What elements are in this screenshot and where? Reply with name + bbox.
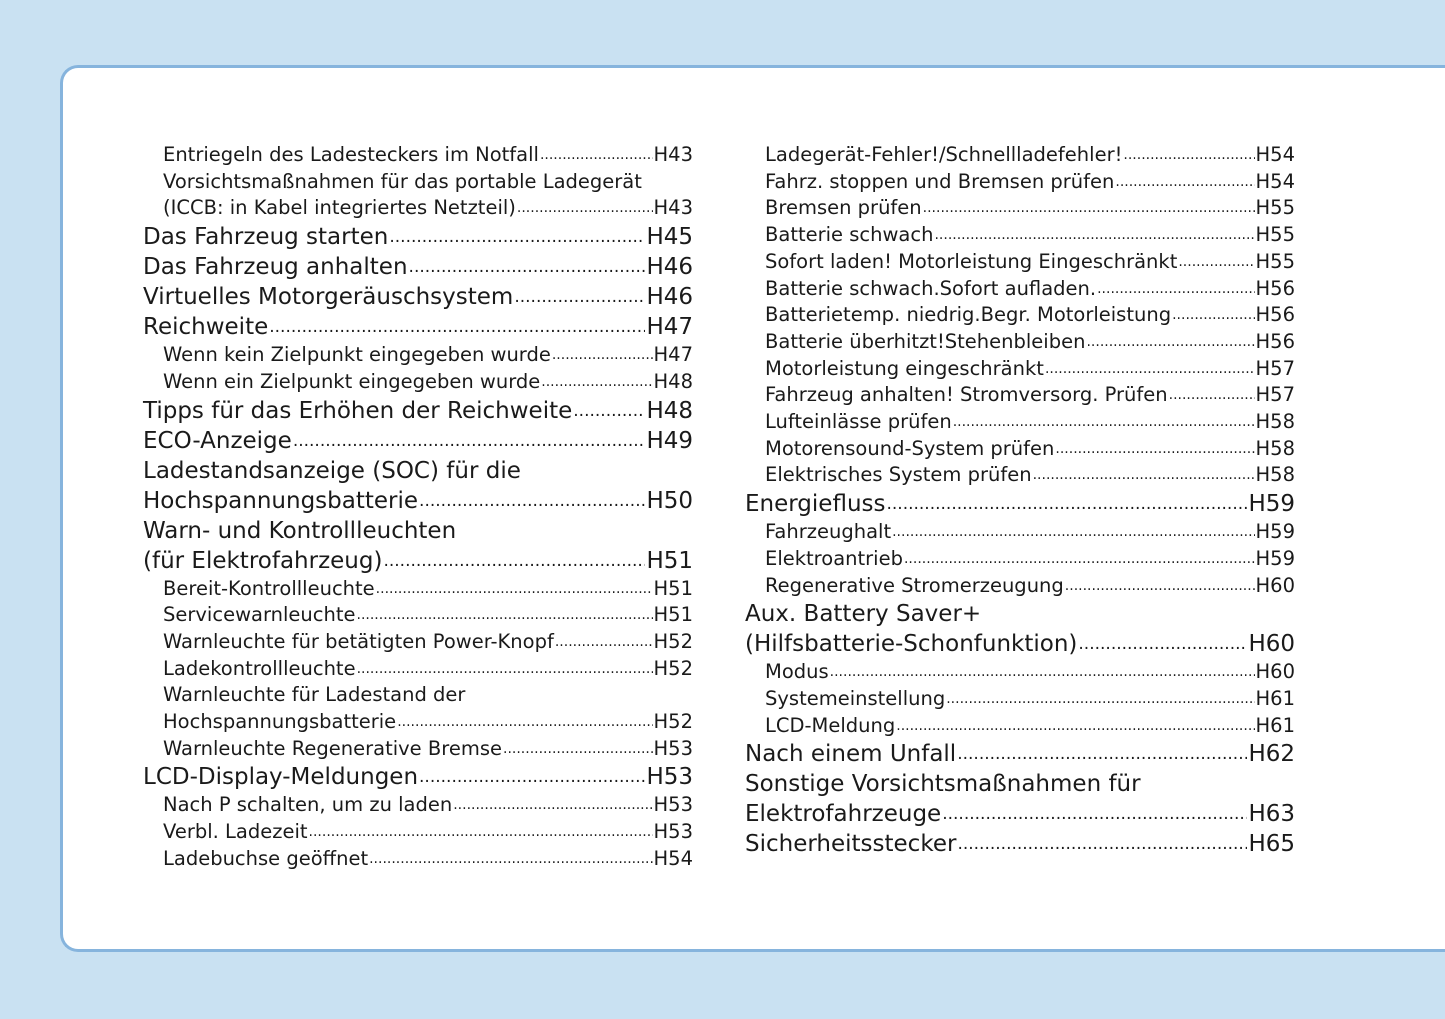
toc-entry-sub[interactable]: [143, 576, 693, 603]
toc-entry-sub[interactable]: [143, 819, 693, 846]
toc-page-number: H43: [653, 143, 693, 166]
dot-leader: [514, 282, 645, 312]
toc-page-number: H58: [1255, 436, 1295, 460]
toc-entry-sub[interactable]: [143, 792, 693, 819]
toc-entry-label: Virtuelles Motorgeräuschsystem: [143, 284, 514, 311]
toc-entry-main[interactable]: [143, 762, 693, 792]
toc-entry-label: Hochspannungsbatterie: [143, 487, 419, 514]
toc-left-column: [143, 142, 693, 873]
toc-entry-sub[interactable]: [745, 222, 1295, 249]
toc-entry-label: Servicewarnleuchte: [163, 603, 356, 627]
toc-entry-label: Bremsen prüfen: [765, 196, 922, 220]
toc-entry-sub[interactable]: [745, 686, 1295, 713]
toc-entry-label: Warnleuchte für Ladestand der: [163, 683, 466, 707]
toc-entry-label: Hochspannungsbatterie: [163, 710, 397, 734]
toc-entry-sub[interactable]: [143, 142, 693, 169]
dot-leader: [957, 829, 1247, 859]
toc-entry-sub[interactable]: [745, 329, 1295, 356]
toc-entry-sub[interactable]: [143, 369, 693, 396]
dot-leader: [419, 486, 645, 516]
toc-page-number: H54: [1255, 143, 1295, 166]
dot-leader: [830, 659, 1255, 686]
toc-entry-label: Lufteinlässe prüfen: [765, 410, 952, 434]
toc-entry-label: Regenerative Stromerzeugung: [765, 573, 1064, 597]
toc-page-number: H46: [646, 284, 693, 311]
dot-leader: [953, 409, 1255, 436]
dot-leader: [1045, 356, 1255, 383]
toc-page-number: H53: [646, 764, 693, 791]
dot-leader: [503, 736, 653, 763]
toc-page-number: H48: [646, 397, 693, 424]
toc-page-number: H65: [1248, 831, 1295, 858]
toc-page-number: H47: [646, 314, 693, 341]
toc-page-number: H62: [1248, 741, 1295, 768]
toc-page-number: H56: [1255, 276, 1295, 300]
dot-leader: [1178, 249, 1254, 276]
toc-page-number: H43: [653, 196, 693, 220]
dot-leader: [942, 799, 1247, 829]
toc-entry-sub[interactable]: [745, 276, 1295, 303]
dot-leader: [892, 519, 1254, 546]
dot-leader: [1055, 436, 1254, 463]
toc-page-number: H51: [653, 603, 693, 627]
toc-entry-label: Motorleistung eingeschränkt: [765, 356, 1044, 380]
dot-leader: [904, 546, 1255, 573]
dot-leader: [573, 396, 645, 426]
toc-entry-label: Ladekontrollleuchte: [163, 656, 356, 680]
toc-page-number: H55: [1255, 196, 1295, 220]
toc-entry-label: Vorsichtsmaßnahmen für das portable Ladegerät: [163, 169, 642, 193]
toc-entry-main[interactable]: [143, 516, 693, 576]
dot-leader: [896, 713, 1254, 740]
toc-entry-sub[interactable]: [745, 409, 1295, 436]
toc-entry-label: Warnleuchte für betätigten Power-Knopf: [163, 629, 554, 653]
toc-entry-sub[interactable]: [745, 659, 1295, 686]
dot-leader: [1172, 302, 1254, 329]
toc-page-number: H55: [1255, 223, 1295, 247]
toc-entry-sub[interactable]: [745, 169, 1295, 196]
toc-entry-label: ECO-Anzeige: [143, 427, 292, 454]
toc-page-number: H53: [653, 793, 693, 817]
dot-leader: [419, 762, 645, 792]
toc-entry-sub[interactable]: [143, 169, 693, 222]
dot-leader: [1097, 276, 1254, 303]
toc-entry-label: Sicherheitsstecker: [745, 831, 957, 858]
toc-page-number: H59: [1255, 520, 1295, 544]
toc-page-number: H52: [653, 656, 693, 680]
dot-leader: [957, 739, 1247, 769]
toc-entry-main[interactable]: [143, 456, 693, 516]
toc-entry-label: Aux. Battery Saver+: [745, 601, 982, 628]
dot-leader: [357, 656, 653, 683]
toc-entry-label: (ICCB: in Kabel integriertes Netzteil): [163, 196, 516, 220]
toc-entry-label: Entriegeln des Ladesteckers im Notfall: [163, 143, 539, 166]
toc-entry-sub[interactable]: [745, 436, 1295, 463]
toc-entry-label: Wenn kein Zielpunkt eingegeben wurde: [163, 343, 551, 367]
toc-entry-main[interactable]: [745, 489, 1295, 519]
toc-page-number: H59: [1248, 491, 1295, 518]
toc-entry-main[interactable]: [143, 396, 693, 426]
toc-page-number: H52: [653, 629, 693, 653]
dot-leader: [886, 489, 1247, 519]
dot-leader: [397, 709, 652, 736]
toc-entry-label: Fahrz. stoppen und Bremsen prüfen: [765, 169, 1115, 193]
dot-leader: [555, 629, 653, 656]
toc-page-number: H50: [646, 487, 693, 514]
toc-page-number: H53: [653, 736, 693, 760]
toc-entry-label: Sofort laden! Motorleistung Eingeschränkt: [765, 249, 1178, 273]
dot-leader: [409, 252, 646, 282]
toc-entry-label: Nach einem Unfall: [745, 741, 957, 768]
toc-entry-main[interactable]: [745, 739, 1295, 769]
toc-page-number: H54: [1255, 169, 1295, 193]
toc-entry-sub[interactable]: [143, 736, 693, 763]
toc-entry-label: Tipps für das Erhöhen der Reichweite: [143, 397, 573, 424]
toc-entry-label: Sonstige Vorsichtsmaßnahmen für: [745, 771, 1141, 798]
toc-entry-label: Elektroantrieb: [765, 546, 903, 570]
toc-entry-main[interactable]: [143, 282, 693, 312]
toc-page-number: H60: [1248, 631, 1295, 658]
toc-entry-sub[interactable]: [143, 682, 693, 735]
toc-entry-label: Systemeinstellung: [765, 686, 946, 710]
toc-entry-label: Batterietemp. niedrig.Begr. Motorleistung: [765, 303, 1172, 327]
dot-leader: [1033, 462, 1255, 489]
toc-entry-sub[interactable]: [745, 142, 1295, 169]
toc-entry-label: LCD-Meldung: [765, 713, 896, 737]
toc-entry-label: LCD-Display-Meldungen: [143, 764, 419, 791]
toc-entry-main[interactable]: [143, 426, 693, 456]
toc-entry-main[interactable]: [143, 222, 693, 252]
toc-entry-sub[interactable]: [745, 462, 1295, 489]
toc-page-number: H51: [653, 576, 693, 600]
toc-page-number: H52: [653, 710, 693, 734]
toc-entry-sub[interactable]: [143, 846, 693, 873]
toc-entry-main[interactable]: [745, 769, 1295, 829]
toc-entry-label: Nach P schalten, um zu laden: [163, 793, 453, 817]
toc-page-number: H61: [1255, 686, 1295, 710]
dot-leader: [1086, 329, 1254, 356]
dot-leader: [376, 576, 653, 603]
dot-leader: [923, 195, 1255, 222]
toc-entry-label: Ladebuchse geöffnet: [163, 846, 369, 870]
toc-page-number: H56: [1255, 303, 1295, 327]
toc-entry-label: Ladegerät-Fehler!/Schnellladefehler!: [765, 143, 1123, 166]
toc-entry-label: Batterie überhitzt!Stehenbleiben: [765, 329, 1086, 353]
dot-leader: [357, 602, 653, 629]
toc-entry-main[interactable]: [143, 312, 693, 342]
toc-page-number: H59: [1255, 546, 1295, 570]
toc-right-column: [745, 142, 1295, 859]
toc-page-number: H49: [646, 427, 693, 454]
toc-entry-label: Batterie schwach: [765, 223, 934, 247]
toc-page-number: H54: [653, 846, 693, 870]
toc-page-number: H53: [653, 820, 693, 844]
toc-entry-label: Energiefluss: [745, 491, 886, 518]
dot-leader: [934, 222, 1254, 249]
toc-page-number: H46: [646, 254, 693, 281]
toc-page-number: H51: [646, 547, 693, 574]
toc-entry-sub[interactable]: [745, 519, 1295, 546]
toc-entry-label: (Hilfsbatterie-Schonfunktion): [745, 631, 1078, 658]
toc-entry-main[interactable]: [745, 599, 1295, 659]
dot-leader: [1115, 169, 1254, 196]
toc-entry-sub[interactable]: [745, 302, 1295, 329]
toc-entry-label: Motorensound-System prüfen: [765, 436, 1055, 460]
dot-leader: [946, 686, 1254, 713]
dot-leader: [517, 195, 653, 222]
toc-entry-sub[interactable]: [745, 249, 1295, 276]
toc-entry-label: Elektrisches System prüfen: [765, 463, 1032, 487]
toc-entry-main[interactable]: [745, 829, 1295, 859]
toc-entry-label: Modus: [765, 660, 829, 684]
toc-page-number: H56: [1255, 329, 1295, 353]
toc-entry-label: Warn- und Kontrollleuchten: [143, 517, 457, 544]
toc-page-number: H60: [1255, 660, 1295, 684]
toc-entry-label: Fahrzeug anhalten! Stromversorg. Prüfen: [765, 383, 1168, 407]
toc-entry-label: Elektrofahrzeuge: [745, 801, 942, 828]
toc-page-number: H57: [1255, 383, 1295, 407]
toc-entry-sub[interactable]: [745, 195, 1295, 222]
toc-entry-sub[interactable]: [745, 573, 1295, 600]
toc-entry-sub[interactable]: [143, 656, 693, 683]
dot-leader: [269, 312, 645, 342]
toc-page-number: H45: [646, 224, 693, 251]
toc-entry-sub[interactable]: [143, 629, 693, 656]
toc-entry-label: Ladestandsanzeige (SOC) für die: [143, 457, 521, 484]
toc-entry-label: Bereit-Kontrollleuchte: [163, 576, 375, 600]
toc-entry-label: Das Fahrzeug starten: [143, 224, 389, 251]
dot-leader: [1123, 142, 1254, 169]
toc-entry-sub[interactable]: [745, 546, 1295, 573]
toc-entry-sub[interactable]: [745, 713, 1295, 740]
toc-page-number: H48: [653, 369, 693, 393]
toc-entry-sub[interactable]: [143, 342, 693, 369]
toc-page-number: H57: [1255, 356, 1295, 380]
toc-entry-main[interactable]: [143, 252, 693, 282]
toc-entry-label: Warnleuchte Regenerative Bremse: [163, 736, 502, 760]
dot-leader: [552, 342, 653, 369]
toc-page-number: H58: [1255, 410, 1295, 434]
dot-leader: [540, 142, 653, 169]
toc-entry-sub[interactable]: [745, 356, 1295, 383]
dot-leader: [1078, 629, 1247, 659]
toc-page-number: H61: [1255, 713, 1295, 737]
toc-entry-sub[interactable]: [143, 602, 693, 629]
toc-entry-label: Batterie schwach.Sofort aufladen.: [765, 276, 1097, 300]
dot-leader: [293, 426, 646, 456]
toc-page-number: H63: [1248, 801, 1295, 828]
toc-entry-label: Fahrzeughalt: [765, 520, 892, 544]
toc-entry-label: (für Elektrofahrzeug): [143, 547, 383, 574]
dot-leader: [453, 792, 652, 819]
dot-leader: [369, 846, 652, 873]
dot-leader: [309, 819, 653, 846]
toc-page-number: H60: [1255, 573, 1295, 597]
toc-page-number: H55: [1255, 249, 1295, 273]
dot-leader: [541, 369, 652, 396]
dot-leader: [383, 546, 645, 576]
dot-leader: [1065, 573, 1255, 600]
toc-entry-label: Verbl. Ladezeit: [163, 820, 308, 844]
toc-entry-label: Das Fahrzeug anhalten: [143, 254, 408, 281]
toc-page-number: H58: [1255, 463, 1295, 487]
toc-page-number: H47: [653, 343, 693, 367]
toc-entry-sub[interactable]: [745, 382, 1295, 409]
dot-leader: [1169, 382, 1255, 409]
toc-entry-label: Reichweite: [143, 314, 269, 341]
toc-entry-label: Wenn ein Zielpunkt eingegeben wurde: [163, 369, 541, 393]
dot-leader: [389, 222, 645, 252]
